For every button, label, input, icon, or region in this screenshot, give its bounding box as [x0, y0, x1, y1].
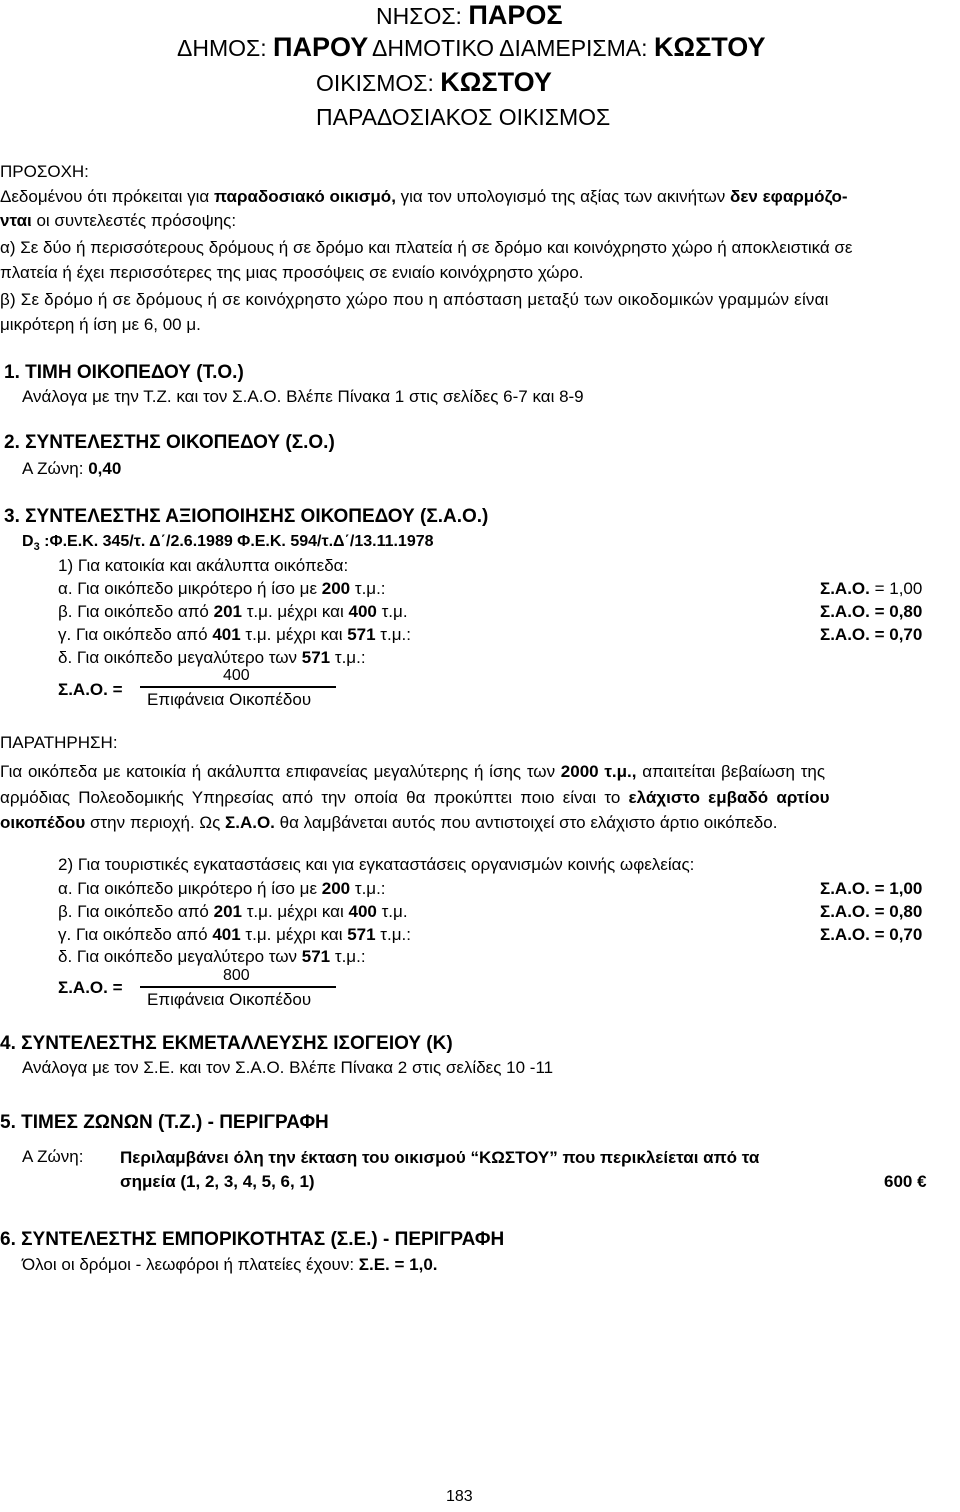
island-value: ΠΑΡΟΣ [468, 0, 563, 30]
sao-label: Σ.Α.Ο. [820, 579, 870, 598]
attention-line-6: μικρότερη ή ίση με 6, 00 μ. [0, 315, 201, 334]
header-district [372, 32, 766, 63]
zone-price: 600 [884, 1172, 913, 1191]
row-text: τ.μ.: [330, 648, 366, 667]
sao-label: Σ.Α.Ο. [820, 625, 870, 644]
island-label: ΝΗΣΟΣ: [376, 3, 462, 29]
note-line-3 [0, 811, 777, 835]
attention-text: Δεδομένου ότι πρόκειται για [0, 187, 214, 206]
part1-row [58, 577, 386, 601]
page-number: 183 [446, 1488, 473, 1505]
row-text: δ. Για οικόπεδο μεγαλύτερο των [58, 947, 302, 966]
row-num: 200 [321, 579, 351, 598]
zone-value: 0,40 [88, 459, 122, 478]
euro-icon: € [917, 1172, 927, 1191]
row-text: α. Για οικόπεδο μικρότερο ή ίσο με [58, 579, 322, 598]
attention-bold: νται [0, 211, 32, 230]
sao-value: = 0,70 [869, 625, 923, 644]
note-text: Για οικόπεδα με κατοικία ή ακάλυπτα επιφανείας μεγαλύτερης ή ίσης των [0, 762, 561, 781]
row-num: 401 [212, 625, 241, 644]
row-text: γ. Για οικόπεδο από [58, 625, 213, 644]
ref-sub: 3 [33, 541, 40, 554]
attention-line-3: α) Σε δύο ή περισσότερους δρόμους ή σε δρόμο και πλατεία ή σε δρόμο και κοινόχρηστο χώρο ή αποκλειστικά σε [0, 238, 853, 257]
sao-value: = 0,80 [869, 602, 923, 621]
part-2-heading: 2) Για τουριστικές εγκαταστάσεις και για εγκαταστάσεις οργανισμών κοινής ωφελείας: [58, 855, 695, 874]
row-text: α. Για οικόπεδο μικρότερο ή ίσο με [58, 879, 322, 898]
row-num: 200 [321, 879, 351, 898]
attention-line-1 [0, 185, 946, 209]
attention-line-4: πλατεία ή έχει περισσότερες της μιας προσόψεις σε ενιαίο κοινόχρηστο χώρο. [0, 263, 584, 282]
section-6-bold: Σ.Ε. = 1,0. [358, 1255, 438, 1274]
settlement-label: ΟΙΚΙΣΜΟΣ: [316, 70, 434, 96]
sao-value: = 1,00 [869, 879, 923, 898]
formula-1-numerator: 400 [223, 667, 250, 684]
municipality-value: ΠΑΡΟΥ [273, 32, 369, 62]
note-text: απαιτείται βεβαίωση της [636, 762, 826, 781]
ref-text: :Φ.Ε.Κ. 345/τ. Δ΄/2.6.1989 Φ.Ε.Κ. 594/τ.Δ΄/13.11.1978 [39, 533, 434, 550]
row-num: 400 [348, 602, 377, 621]
row-text: γ. Για οικόπεδο από [58, 925, 213, 944]
part1-row-value [820, 577, 922, 601]
attention-text: για τον υπολογισμό της αξίας των ακινήτων [395, 187, 731, 206]
note-text: θα λαμβάνεται αυτός που αντιστοιχεί στο ελάχιστο άρτιο οικόπεδο. [274, 813, 778, 832]
row-num: 201 [213, 602, 242, 621]
attention-bold: παραδοσιακό οικισμό, [213, 187, 396, 206]
part2-row [58, 945, 366, 969]
attention-bold: δεν εφαρμόζο- [730, 187, 848, 206]
row-text: τ.μ. [376, 902, 408, 921]
section-5-title: 5. ΤΙΜΕΣ ΖΩΝΩΝ (Τ.Ζ.) - ΠΕΡΙΓΡΑΦΗ [0, 1112, 329, 1133]
municipality-label: ΔΗΜΟΣ: [177, 35, 267, 61]
ref-d: D [22, 533, 34, 550]
attention-title: ΠΡΟΣΟΧΗ: [0, 162, 89, 181]
attention-text: οι συντελεστές πρόσοψης: [31, 211, 237, 230]
row-text: τ.μ. [376, 602, 408, 621]
row-text: τ.μ.: [330, 947, 366, 966]
formula-2-numerator: 800 [223, 967, 250, 984]
district-value: ΚΩΣΤΟΥ [653, 32, 766, 62]
part2-row-value [820, 877, 922, 901]
row-text: β. Για οικόπεδο από [58, 902, 214, 921]
row-text: δ. Για οικόπεδο μεγαλύτερο των [58, 648, 302, 667]
header-settlement [316, 67, 552, 98]
section-1-text: Ανάλογα με την Τ.Ζ. και τον Σ.Α.Ο. Βλέπε Πίνακα 1 στις σελίδες 6-7 και 8-9 [22, 387, 584, 406]
note-line-1 [0, 760, 943, 784]
sao-value: = 0,80 [869, 902, 923, 921]
formula-2-denominator: Επιφάνεια Οικοπέδου [147, 990, 312, 1009]
section-3-title: 3. ΣΥΝΤΕΛΕΣΤΗΣ ΑΞΙΟΠΟΙΗΣΗΣ ΟΙΚΟΠΕΔΟΥ (Σ.Α.Ο.) [4, 506, 489, 527]
row-text: τ.μ.: [350, 879, 386, 898]
header-municipality [177, 32, 368, 63]
section-6-plain: Όλοι οι δρόμοι - λεωφόροι ή πλατείες έχουν: [22, 1255, 359, 1274]
row-num: 201 [213, 902, 242, 921]
note-text: στην περιοχή. Ως [85, 813, 226, 832]
sao-label: Σ.Α.Ο. [820, 902, 870, 921]
row-num: 571 [301, 648, 331, 667]
row-text: τ.μ. μέχρι και [241, 602, 349, 621]
section-5-zone-label: Α Ζώνη: [22, 1147, 84, 1166]
row-num: 401 [212, 925, 241, 944]
section-2-zone [22, 457, 121, 481]
part1-row [58, 600, 408, 624]
part-1-heading: 1) Για κατοικία και ακάλυπτα οικόπεδα: [58, 556, 349, 575]
row-text: β. Για οικόπεδο από [58, 602, 214, 621]
section-5-desc-line-1: Περιλαμβάνει όλη την έκταση του οικισμού “ΚΩΣΤΟΥ” που περικλείεται από τα [120, 1148, 760, 1167]
row-text: τ.μ.: [375, 925, 411, 944]
note-title: ΠΑΡΑΤΗΡΗΣΗ: [0, 733, 118, 752]
row-num: 571 [301, 947, 331, 966]
row-text: τ.μ.: [375, 625, 411, 644]
settlement-type: ΠΑΡΑΔΟΣΙΑΚΟΣ ΟΙΚΙΣΜΟΣ [316, 104, 611, 130]
note-bold: Σ.Α.Ο. [225, 813, 275, 832]
section-6-title: 6. ΣΥΝΤΕΛΕΣΤΗΣ ΕΜΠΟΡΙΚΟΤΗΤΑΣ (Σ.Ε.) - ΠΕΡΙΓΡΑΦΗ [0, 1229, 505, 1250]
row-num: 400 [348, 902, 377, 921]
note-bold: οικοπέδου [0, 813, 86, 832]
part2-row-value [820, 923, 922, 947]
sao-label: Σ.Α.Ο. [820, 602, 870, 621]
district-label: ΔΗΜΟΤΙΚΟ ΔΙΑΜΕΡΙΣΜΑ: [372, 35, 648, 61]
note-text: αρμόδιας Πολεοδομικής Υπηρεσίας από την οποία θα προκύπτει ποιο είναι το [0, 788, 629, 807]
row-text: τ.μ. μέχρι και [241, 902, 349, 921]
settlement-value: ΚΩΣΤΟΥ [440, 67, 552, 97]
sao-value: = 0,70 [869, 925, 923, 944]
section-4-text: Ανάλογα με τον Σ.Ε. και τον Σ.Α.Ο. Βλέπε Πίνακα 2 στις σελίδες 10 -11 [22, 1058, 554, 1077]
section-1-title: 1. ΤΙΜΗ ΟΙΚΟΠΕΔΟΥ (Τ.Ο.) [4, 362, 244, 383]
note-line-2 [0, 786, 829, 810]
attention-line-2 [0, 209, 236, 233]
note-bold: 2000 τ.μ., [560, 762, 637, 781]
part1-row [58, 646, 366, 670]
formula-1-denominator: Επιφάνεια Οικοπέδου [147, 690, 312, 709]
section-5-desc-line-2: σημεία (1, 2, 3, 4, 5, 6, 1) [120, 1172, 315, 1191]
part1-row-value [820, 600, 922, 624]
row-num: 571 [347, 625, 376, 644]
section-2-title: 2. ΣΥΝΤΕΛΕΣΤΗΣ ΟΙΚΟΠΕΔΟΥ (Σ.Ο.) [4, 432, 335, 453]
note-bold: ελάχιστο εμβαδό αρτίου [628, 788, 830, 807]
zone-label: Α Ζώνη: [22, 459, 84, 478]
formula-1-lhs: Σ.Α.Ο. = [58, 680, 123, 699]
section-6-text [22, 1253, 438, 1277]
section-4-title: 4. ΣΥΝΤΕΛΕΣΤΗΣ ΕΚΜΕΤΑΛΛΕΥΣΗΣ ΙΣΟΓΕΙΟΥ (Κ) [0, 1033, 453, 1054]
attention-line-5: β) Σε δρόμο ή σε δρόμους ή σε κοινόχρηστο χώρο που η απόσταση μεταξύ των οικοδομικών γραμμών είναι [0, 290, 829, 309]
row-text: τ.μ.: [350, 579, 386, 598]
row-text: τ.μ. μέχρι και [240, 625, 348, 644]
part2-row [58, 877, 386, 901]
sao-value: = 1,00 [869, 579, 923, 598]
formula-2-lhs: Σ.Α.Ο. = [58, 978, 123, 997]
part2-row [58, 923, 411, 947]
part1-row-value [820, 623, 922, 647]
row-text: τ.μ. μέχρι και [240, 925, 348, 944]
section-5-price [884, 1170, 927, 1194]
part2-row [58, 900, 408, 924]
sao-label: Σ.Α.Ο. [820, 879, 870, 898]
part2-row-value [820, 900, 922, 924]
header-island [376, 0, 563, 31]
sao-label: Σ.Α.Ο. [820, 925, 870, 944]
row-num: 571 [347, 925, 376, 944]
part1-row [58, 623, 411, 647]
